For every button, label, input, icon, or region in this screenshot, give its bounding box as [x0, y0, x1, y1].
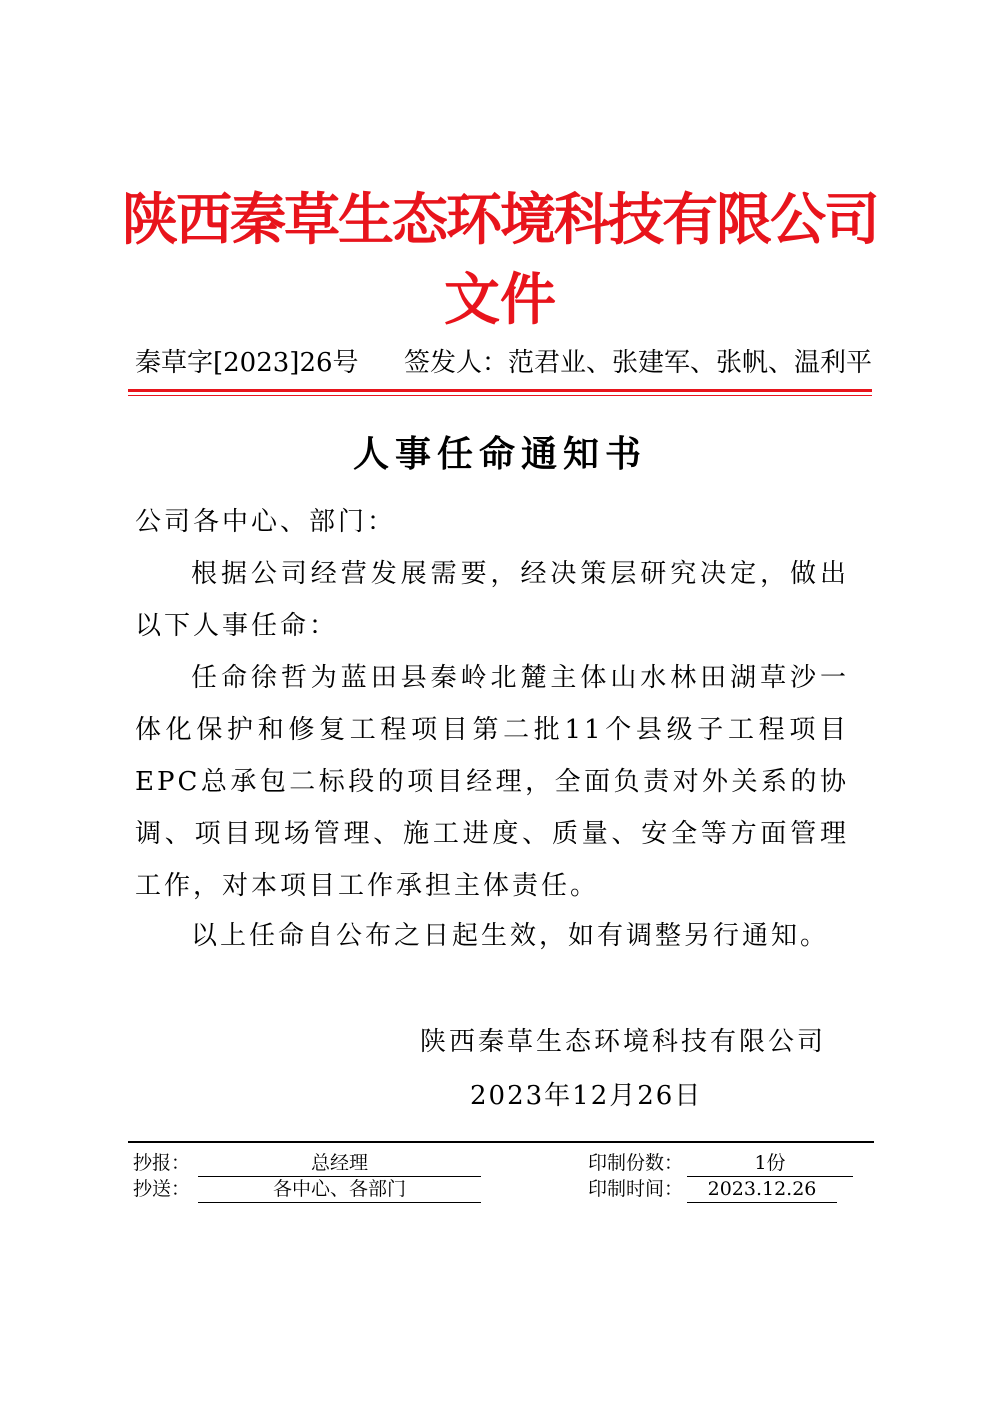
- paragraph: 以上任命自公布之日起生效，如有调整另行通知。: [191, 921, 830, 951]
- salutation: 公司各中心、部门：: [135, 507, 397, 537]
- print-copies-label: 印制份数：: [588, 1152, 684, 1174]
- report-to-row: [133, 1150, 481, 1177]
- paragraph: 任命徐哲为蓝田县秦岭北麓主体山水林田湖草沙一体化保护和修复工程项目第二批11个县级子工程项目EPC总承包二标段的项目经理，全面负责对外关系的协调、项目现场管理、施工进度、质量、安全等方面管理工作，对本项目工作承担主体责任。: [135, 663, 849, 901]
- copy-to-label: 抄送：: [133, 1178, 191, 1200]
- copy-to-row: [133, 1176, 481, 1203]
- red-divider-thin: [128, 395, 872, 396]
- document-type-title: 文件: [444, 268, 556, 333]
- paragraph: 根据公司经营发展需要，经决策层研究决定，做出以下人事任命：: [135, 559, 849, 641]
- print-copies-value: 1份: [687, 1150, 853, 1177]
- document-number: 秦草字[2023]26号: [135, 348, 359, 378]
- signature-company: 陕西秦草生态环境科技有限公司: [420, 1027, 827, 1057]
- signature-date: 2023年12月26日: [470, 1081, 703, 1111]
- report-to-label: 抄报：: [133, 1152, 191, 1174]
- red-divider-thick: [128, 389, 872, 392]
- report-to-value: 总经理: [198, 1150, 481, 1177]
- footer-divider: [128, 1141, 874, 1143]
- print-time-label: 印制时间：: [588, 1178, 684, 1200]
- company-title: 陕西秦草生态环境科技有限公司: [122, 188, 878, 253]
- print-time-row: [588, 1176, 837, 1203]
- print-copies-row: [588, 1150, 853, 1177]
- notice-heading: 人事任命通知书: [352, 433, 647, 475]
- signers: 签发人：范君业、张建军、张帆、温利平: [403, 348, 872, 378]
- print-time-value: 2023.12.26: [687, 1176, 837, 1203]
- copy-to-value: 各中心、各部门: [198, 1176, 481, 1203]
